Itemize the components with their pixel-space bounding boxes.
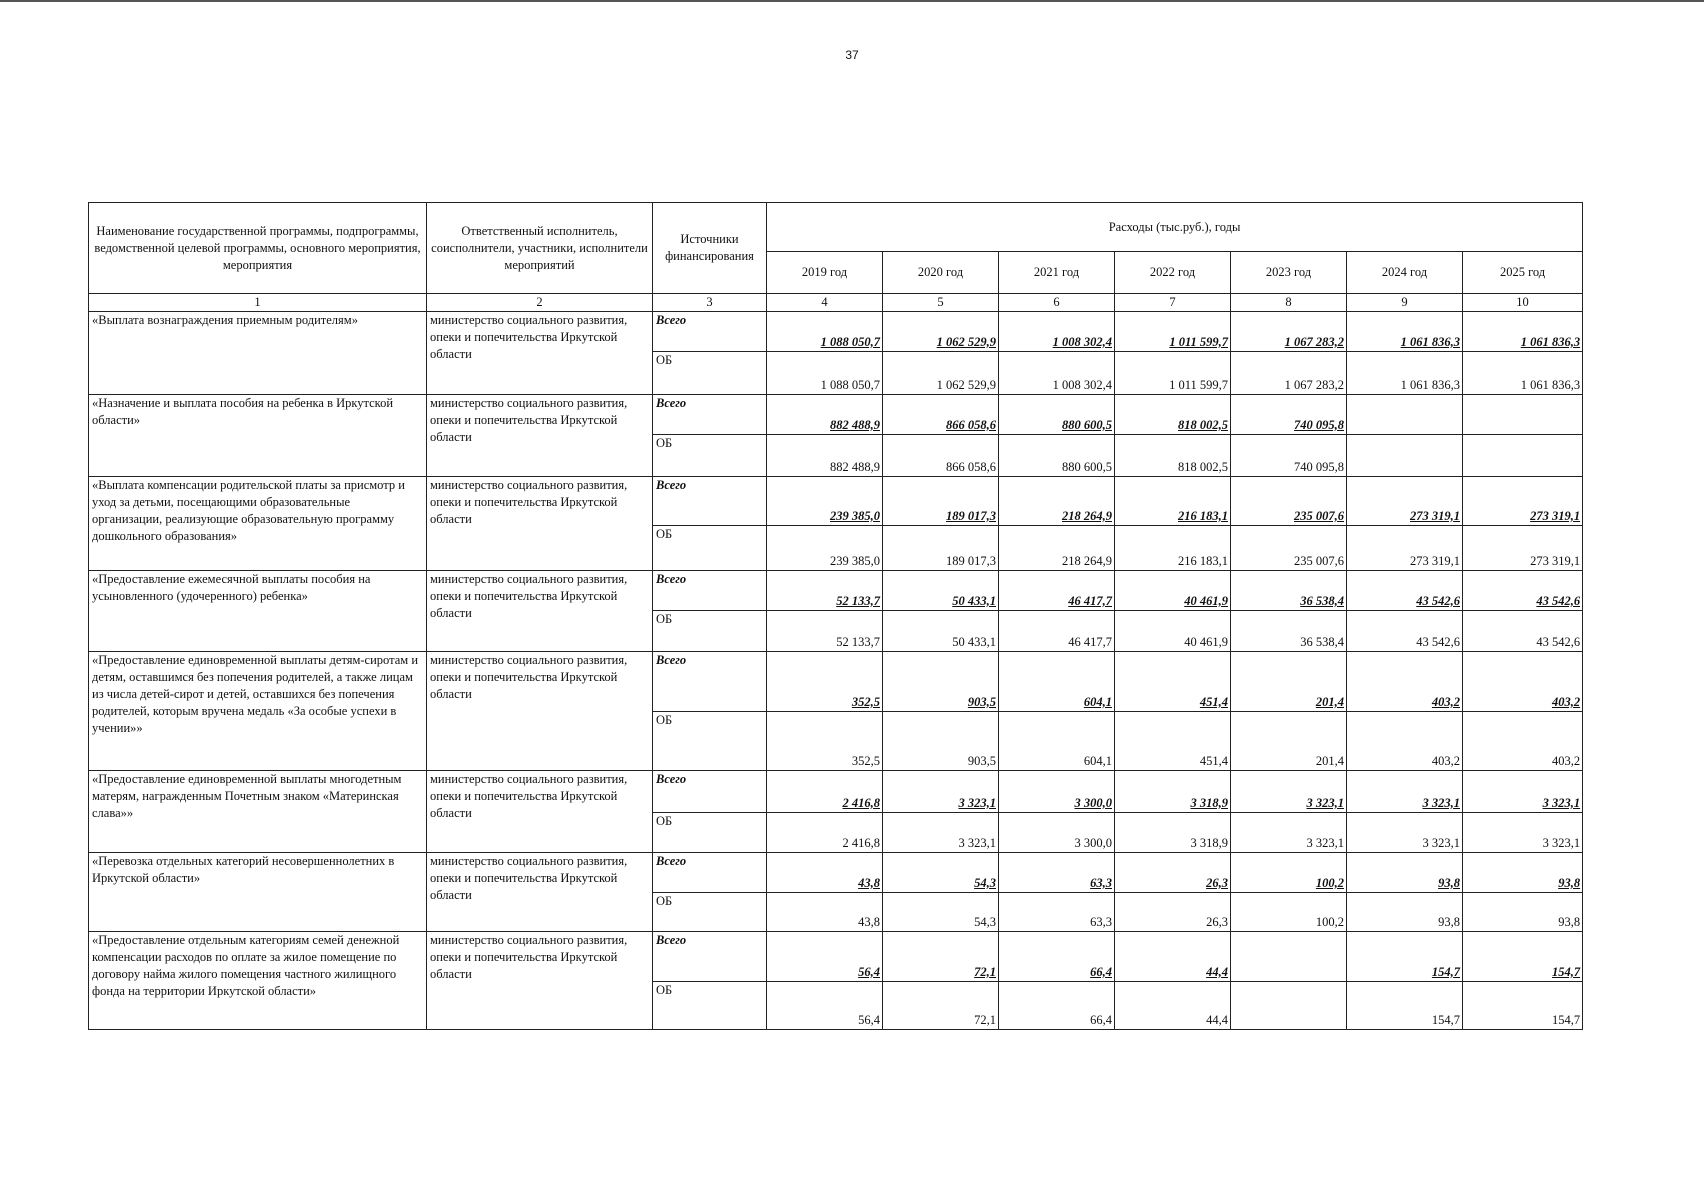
ob-value: 93,8 [1463,893,1583,932]
column-number-row [89,294,1583,312]
total-value: 1 062 529,9 [883,312,999,352]
program-name: «Предоставление ежемесячной выплаты пособия на усыновленного (удочеренного) ребенка» [89,571,427,652]
total-value: 63,3 [999,853,1115,893]
column-number: 9 [1347,294,1463,312]
table-row-total [89,395,1583,435]
total-value: 2 416,8 [767,771,883,813]
program-name: «Назначение и выплата пособия на ребенка в Иркутской области» [89,395,427,477]
total-value: 239 385,0 [767,477,883,526]
total-value: 403,2 [1463,652,1583,712]
total-value: 43 542,6 [1347,571,1463,611]
table-row-total [89,571,1583,611]
total-value: 46 417,7 [999,571,1115,611]
total-value: 56,4 [767,932,883,982]
total-value: 72,1 [883,932,999,982]
total-value: 201,4 [1231,652,1347,712]
ob-value: 43,8 [767,893,883,932]
ob-value: 403,2 [1347,712,1463,771]
total-value: 26,3 [1115,853,1231,893]
header-year: 2023 год [1231,252,1347,294]
executor: министерство социального развития, опеки и попечительства Иркутской области [427,853,653,932]
funding-source-ob: ОБ [653,712,767,771]
program-name: «Предоставление отдельным категориям семей денежной компенсации расходов по оплате за жилое помещение по договору найма жилого помещения частного жилищного фонда на территории Иркутской области» [89,932,427,1030]
total-value [1463,395,1583,435]
program-name: «Выплата компенсации родительской платы за присмотр и уход за детьми, посещающими образовательные организации, реализующие образовательную программу дошкольного образования» [89,477,427,571]
ob-value: 54,3 [883,893,999,932]
program-name: «Предоставление единовременной выплаты детям-сиротам и детям, оставшимся без попечения родителей, а также лицам из числа детей-сирот и детей, оставшихся без попечения родителей, которым вручена медаль «За особые успехи в учении»» [89,652,427,771]
total-value: 189 017,3 [883,477,999,526]
total-value: 44,4 [1115,932,1231,982]
total-value: 1 011 599,7 [1115,312,1231,352]
total-value: 273 319,1 [1347,477,1463,526]
ob-value: 604,1 [999,712,1115,771]
ob-value: 3 323,1 [1231,813,1347,853]
column-number: 8 [1231,294,1347,312]
ob-value: 403,2 [1463,712,1583,771]
ob-value: 189 017,3 [883,526,999,571]
ob-value [1231,982,1347,1030]
ob-value: 40 461,9 [1115,611,1231,652]
total-value: 882 488,9 [767,395,883,435]
ob-value: 740 095,8 [1231,435,1347,477]
table-row-total [89,932,1583,982]
total-value: 218 264,9 [999,477,1115,526]
column-number: 6 [999,294,1115,312]
executor: министерство социального развития, опеки и попечительства Иркутской области [427,771,653,853]
total-value: 1 067 283,2 [1231,312,1347,352]
total-value: 3 318,9 [1115,771,1231,813]
header-year: 2024 год [1347,252,1463,294]
ob-value: 239 385,0 [767,526,883,571]
ob-value: 63,3 [999,893,1115,932]
ob-value: 818 002,5 [1115,435,1231,477]
ob-value: 43 542,6 [1463,611,1583,652]
total-value: 1 008 302,4 [999,312,1115,352]
column-number: 5 [883,294,999,312]
ob-value: 154,7 [1463,982,1583,1030]
executor: министерство социального развития, опеки и попечительства Иркутской области [427,652,653,771]
executor: министерство социального развития, опеки и попечительства Иркутской области [427,477,653,571]
total-value: 3 323,1 [883,771,999,813]
header-expenses: Расходы (тыс.руб.), годы [767,203,1583,252]
total-value: 3 323,1 [1347,771,1463,813]
expenses-table [88,202,1583,1030]
total-value: 216 183,1 [1115,477,1231,526]
funding-source-total: Всего [653,571,767,611]
ob-value: 451,4 [1115,712,1231,771]
table-row-total [89,312,1583,352]
header-year: 2020 год [883,252,999,294]
ob-value: 26,3 [1115,893,1231,932]
ob-value: 3 323,1 [1347,813,1463,853]
ob-value: 1 062 529,9 [883,352,999,395]
total-value: 235 007,6 [1231,477,1347,526]
ob-value: 880 600,5 [999,435,1115,477]
funding-source-ob: ОБ [653,435,767,477]
column-number: 7 [1115,294,1231,312]
header-funding-source: Источники финансирования [653,203,767,294]
executor: министерство социального развития, опеки и попечительства Иркутской области [427,312,653,395]
ob-value: 1 088 050,7 [767,352,883,395]
ob-value: 3 323,1 [1463,813,1583,853]
total-value: 36 538,4 [1231,571,1347,611]
ob-value: 154,7 [1347,982,1463,1030]
page-top-border [0,0,1704,2]
ob-value: 46 417,7 [999,611,1115,652]
total-value: 50 433,1 [883,571,999,611]
ob-value [1463,435,1583,477]
ob-value: 43 542,6 [1347,611,1463,652]
total-value: 54,3 [883,853,999,893]
total-value: 3 323,1 [1231,771,1347,813]
total-value [1231,932,1347,982]
table-row-total [89,477,1583,526]
ob-value: 273 319,1 [1463,526,1583,571]
total-value: 1 061 836,3 [1347,312,1463,352]
ob-value [1347,435,1463,477]
ob-value: 56,4 [767,982,883,1030]
header-year: 2022 год [1115,252,1231,294]
funding-source-total: Всего [653,771,767,813]
total-value: 93,8 [1463,853,1583,893]
ob-value: 2 416,8 [767,813,883,853]
total-value: 451,4 [1115,652,1231,712]
ob-value: 1 061 836,3 [1463,352,1583,395]
ob-value: 3 318,9 [1115,813,1231,853]
column-number: 2 [427,294,653,312]
program-name: «Перевозка отдельных категорий несовершеннолетних в Иркутской области» [89,853,427,932]
total-value: 3 300,0 [999,771,1115,813]
funding-source-ob: ОБ [653,526,767,571]
page-number: 37 [845,48,859,62]
ob-value: 218 264,9 [999,526,1115,571]
total-value: 273 319,1 [1463,477,1583,526]
funding-source-total: Всего [653,395,767,435]
ob-value: 72,1 [883,982,999,1030]
total-value: 403,2 [1347,652,1463,712]
total-value: 154,7 [1347,932,1463,982]
ob-value: 44,4 [1115,982,1231,1030]
header-executor: Ответственный исполнитель, соисполнители, участники, исполнители мероприятий [427,203,653,294]
ob-value: 3 323,1 [883,813,999,853]
ob-value: 903,5 [883,712,999,771]
ob-value: 273 319,1 [1347,526,1463,571]
total-value: 43,8 [767,853,883,893]
ob-value: 50 433,1 [883,611,999,652]
program-name: «Выплата вознаграждения приемным родителям» [89,312,427,395]
ob-value: 1 061 836,3 [1347,352,1463,395]
funding-source-total: Всего [653,932,767,982]
program-name: «Предоставление единовременной выплаты многодетным матерям, награжденным Почетным знаком «Материнская слава»» [89,771,427,853]
funding-source-ob: ОБ [653,813,767,853]
executor: министерство социального развития, опеки и попечительства Иркутской области [427,932,653,1030]
total-value: 604,1 [999,652,1115,712]
ob-value: 1 067 283,2 [1231,352,1347,395]
executor: министерство социального развития, опеки и попечительства Иркутской области [427,571,653,652]
total-value: 3 323,1 [1463,771,1583,813]
header-program-name: Наименование государственной программы, подпрограммы, ведомственной целевой программы, основного мероприятия, мероприятия [89,203,427,294]
funding-source-total: Всего [653,652,767,712]
ob-value: 235 007,6 [1231,526,1347,571]
table-row-total [89,771,1583,813]
ob-value: 201,4 [1231,712,1347,771]
total-value: 154,7 [1463,932,1583,982]
header-year: 2025 год [1463,252,1583,294]
total-value: 52 133,7 [767,571,883,611]
ob-value: 93,8 [1347,893,1463,932]
ob-value: 1 008 302,4 [999,352,1115,395]
ob-value: 66,4 [999,982,1115,1030]
total-value: 66,4 [999,932,1115,982]
total-value: 818 002,5 [1115,395,1231,435]
ob-value: 3 300,0 [999,813,1115,853]
funding-source-ob: ОБ [653,352,767,395]
ob-value: 216 183,1 [1115,526,1231,571]
header-year: 2021 год [999,252,1115,294]
total-value: 352,5 [767,652,883,712]
ob-value: 100,2 [1231,893,1347,932]
ob-value: 882 488,9 [767,435,883,477]
ob-value: 352,5 [767,712,883,771]
funding-source-total: Всего [653,312,767,352]
column-number: 4 [767,294,883,312]
total-value: 40 461,9 [1115,571,1231,611]
funding-source-ob: ОБ [653,982,767,1030]
total-value: 740 095,8 [1231,395,1347,435]
total-value: 100,2 [1231,853,1347,893]
total-value: 93,8 [1347,853,1463,893]
column-number: 1 [89,294,427,312]
total-value: 880 600,5 [999,395,1115,435]
total-value: 903,5 [883,652,999,712]
funding-source-ob: ОБ [653,611,767,652]
funding-source-ob: ОБ [653,893,767,932]
table-row-total [89,652,1583,712]
total-value: 43 542,6 [1463,571,1583,611]
ob-value: 52 133,7 [767,611,883,652]
table-row-total [89,853,1583,893]
total-value [1347,395,1463,435]
total-value: 866 058,6 [883,395,999,435]
total-value: 1 061 836,3 [1463,312,1583,352]
column-number: 3 [653,294,767,312]
total-value: 1 088 050,7 [767,312,883,352]
funding-source-total: Всего [653,853,767,893]
ob-value: 1 011 599,7 [1115,352,1231,395]
header-year: 2019 год [767,252,883,294]
ob-value: 36 538,4 [1231,611,1347,652]
executor: министерство социального развития, опеки и попечительства Иркутской области [427,395,653,477]
ob-value: 866 058,6 [883,435,999,477]
column-number: 10 [1463,294,1583,312]
funding-source-total: Всего [653,477,767,526]
